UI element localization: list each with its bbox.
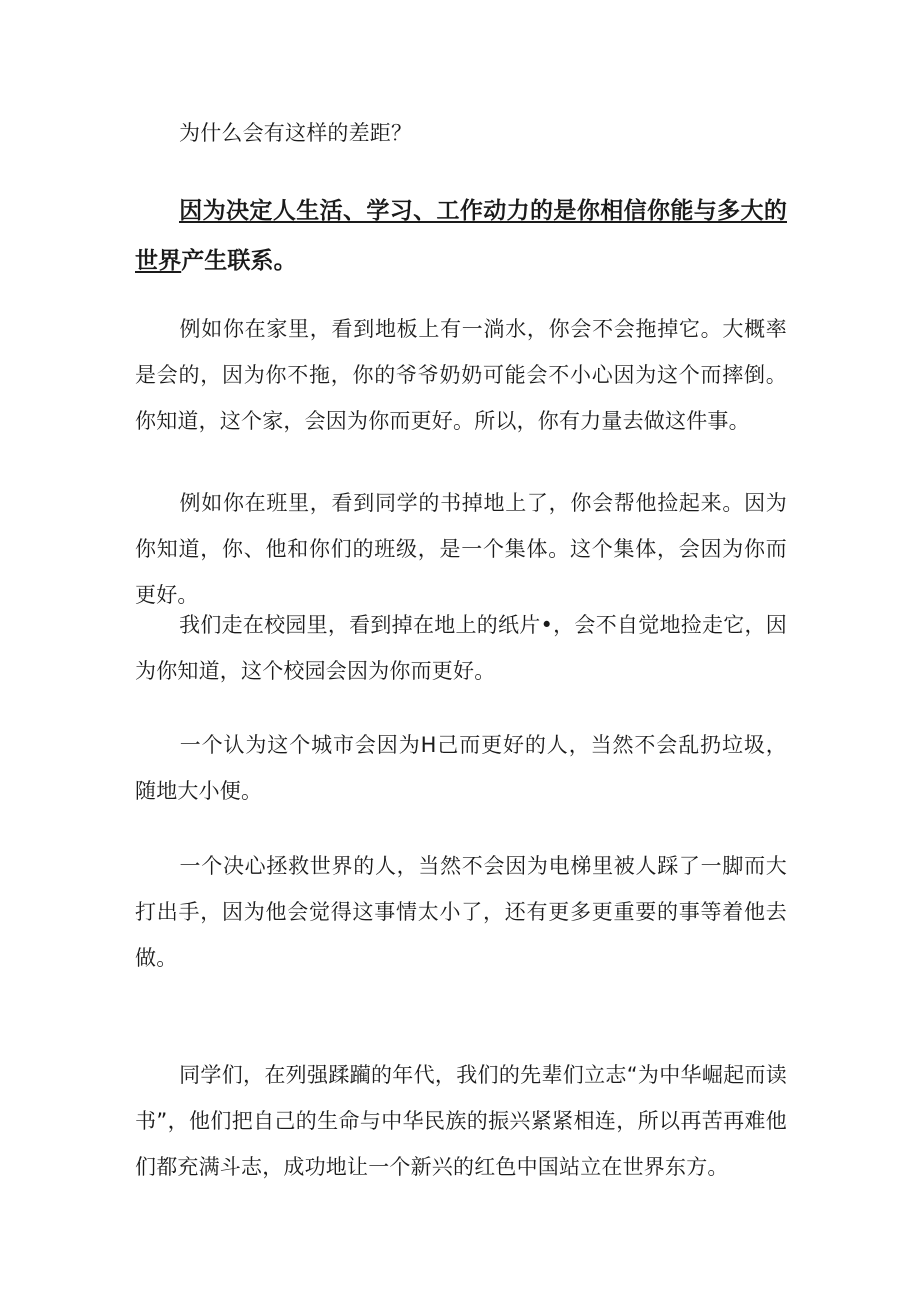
thesis-tail-text: 产生联系。 — [181, 248, 297, 274]
thesis-underlined-text: 因为决定人生活、学习、工作动力的是你相信你能与多大的世界 — [135, 198, 787, 274]
paragraph-class-example: 例如你在班里，看到同学的书掉地上了，你会帮他捡起来。因为你知道，你、他和你们的班级，是一个集体。这个集体，会因为你而更好。 — [135, 491, 787, 607]
paragraph-thesis — [135, 186, 787, 286]
paragraph-campus-example: 我们走在校园里，看到掉在地上的纸片•，会不自觉地捡走它，因为你知道，这个校园会因为你而更好。 — [135, 613, 787, 683]
paragraph-world-example: 一个决心拯救世界的人，当然不会因为电梯里被人踩了一脚而大打出手，因为他会觉得这事情太小了，还有更多更重要的事等着他去做。 — [135, 854, 787, 970]
paragraph-home-example: 例如你在家里，看到地板上有一淌水，你会不会拖掉它。大概率是会的，因为你不拖，你的爷爷奶奶可能会不小心因为这个而摔倒。你知道，这个家，会因为你而更好。所以，你有力量去做这件事。 — [135, 317, 787, 433]
paragraph-history: 同学们，在列强蹂躏的年代，我们的先辈们立志“为中华崛起而读书”，他们把自己的生命与中华民族的振兴紧紧相连，所以再苦再难他们都充满斗志，成功地让一个新兴的红色中国站立在世界东方。 — [135, 1063, 787, 1179]
paragraph-question: 为什么会有这样的差距？ — [179, 121, 413, 145]
paragraph-city-example: 一个认为这个城市会因为H己而更好的人，当然不会乱扔垃圾，随地大小便。 — [135, 733, 787, 803]
